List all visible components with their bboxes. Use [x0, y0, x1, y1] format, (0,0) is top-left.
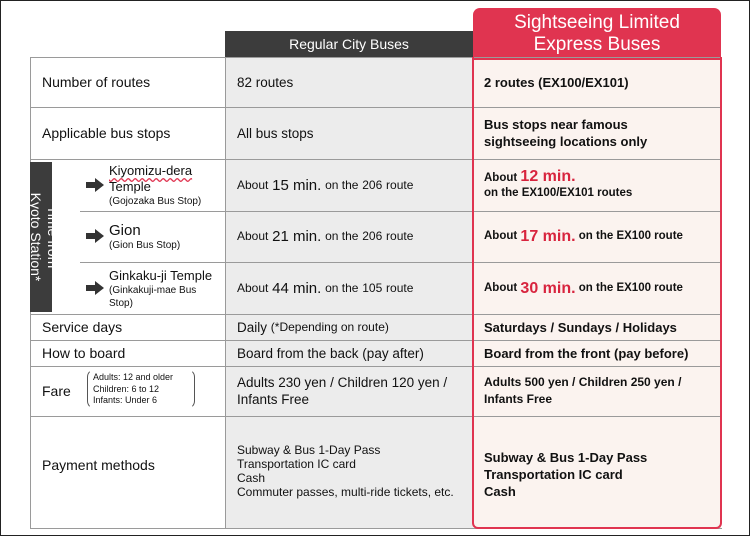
fare-age-definitions: Adults: 12 and older Children: 6 to 12 Infants: Under 6 — [93, 372, 174, 405]
limited-number-of-routes: 2 routes (EX100/EX101) — [484, 74, 629, 90]
header-regular-city-buses: Regular City Buses — [225, 31, 473, 57]
limited-fare: Adults 500 yen / Children 250 yen / Infants Free — [484, 375, 682, 406]
row-label-fare: Fare — [42, 382, 71, 399]
regular-time-ginkakuji: About 44 min. on the 105 route — [237, 279, 414, 297]
limited-applicable-bus-stops: Bus stops near famous sightseeing locations only — [484, 117, 648, 149]
limited-payment-methods: Subway & Bus 1-Day Pass Transportation IC card Cash — [484, 450, 648, 499]
row-label-payment-methods: Payment methods — [42, 456, 155, 473]
arrow-right-icon — [86, 229, 104, 243]
regular-fare: Adults 230 yen / Children 120 yen / Infants Free — [237, 375, 448, 407]
regular-number-of-routes: 82 routes — [237, 74, 294, 90]
limited-how-to-board: Board from the front (pay before) — [484, 345, 689, 361]
regular-applicable-bus-stops: All bus stops — [237, 125, 314, 141]
regular-time-gion: About 21 min. on the 206 route — [237, 228, 414, 245]
destination-ginkakuji: Ginkaku-ji Temple (Ginkakuji-mae Bus Stop) — [109, 268, 213, 309]
header-sightseeing-limited-express: Sightseeing Limited Express Buses — [473, 8, 721, 60]
destination-kiyomizu: Kiyomizu-dera Temple (Gojozaka Bus Stop) — [109, 163, 202, 207]
grid-line — [225, 57, 226, 529]
row-label-how-to-board: How to board — [42, 344, 126, 361]
row-label-service-days: Service days — [42, 318, 123, 335]
arrow-right-icon — [86, 281, 104, 295]
limited-time-ginkakuji: About 30 min. on the EX100 route — [484, 279, 683, 297]
regular-time-kiyomizu: About 15 min. on the 206 route — [237, 176, 414, 194]
limited-service-days: Saturdays / Sundays / Holidays — [484, 319, 677, 335]
regular-how-to-board: Board from the back (pay after) — [237, 345, 424, 361]
regular-payment-methods: Subway & Bus 1-Day Pass Transportation IC card Cash Commuter passes, multi-ride tickets, etc. — [237, 443, 454, 499]
time-from-kyoto-station-label: Time from Kyoto Station* — [28, 192, 61, 282]
limited-time-gion: About 17 min. on the EX100 route — [484, 228, 683, 245]
regular-service-days: Daily (*Depending on route) — [237, 319, 389, 335]
row-label-applicable-bus-stops: Applicable bus stops — [42, 124, 171, 141]
row-label-number-of-routes: Number of routes — [42, 73, 151, 90]
limited-time-kiyomizu: About 12 min. on the EX100/EX101 routes — [484, 168, 633, 199]
destination-gion: Gion (Gion Bus Stop) — [109, 222, 181, 251]
arrow-right-icon — [86, 178, 104, 192]
